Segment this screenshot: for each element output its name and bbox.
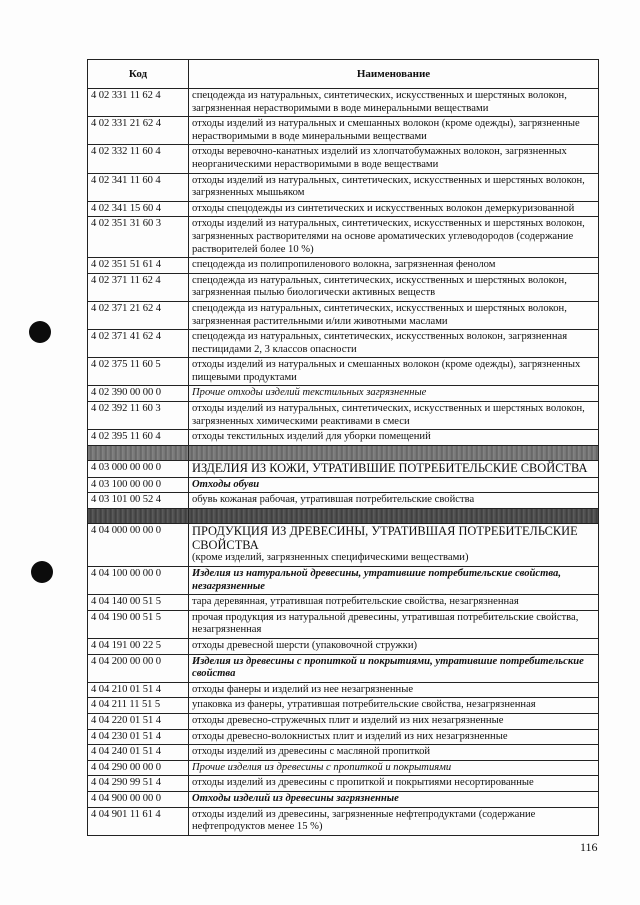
waste-name-cell <box>189 301 599 329</box>
waste-classification-table <box>87 59 599 836</box>
waste-name-cell <box>189 745 599 761</box>
separator-cell <box>88 445 189 460</box>
waste-code-cell: 4 03 100 00 00 0 <box>88 477 189 493</box>
waste-code-cell: 4 04 900 00 00 0 <box>88 791 189 807</box>
table-row <box>88 807 599 835</box>
waste-code-cell: 4 04 230 01 51 4 <box>88 729 189 745</box>
waste-name-text: спецодежда из натуральных, синтетических, искусственных и шерстяных волокон, загрязненная пылью биологически активных веществ <box>192 274 567 299</box>
page-number: 116 <box>580 840 598 854</box>
waste-code-cell: 4 02 351 31 60 3 <box>88 217 189 258</box>
waste-code-cell: 4 02 371 41 62 4 <box>88 330 189 358</box>
waste-name-text: отходы изделий из натуральных и смешанных волокон (кроме одежды), загрязненные нерастворимыми в воде минеральными веществами <box>192 118 580 142</box>
waste-name-text: отходы изделий из натуральных, синтетических, искусственных и шерстяных волокон, загрязненных химическими реактивами в смеси <box>192 403 585 427</box>
waste-code-cell: 4 02 341 15 60 4 <box>88 201 189 217</box>
waste-code-cell: 4 04 200 00 00 0 <box>88 654 189 682</box>
waste-code-cell: 4 02 371 21 62 4 <box>88 301 189 329</box>
waste-name-cell <box>189 273 599 301</box>
waste-name-cell <box>189 610 599 638</box>
waste-code-cell: 4 04 000 00 00 0 <box>88 523 189 566</box>
waste-name-cell <box>189 523 599 566</box>
waste-name-text: Изделия из натуральной древесины, утратившие потребительские свойства, незагрязненные <box>192 568 561 592</box>
table-row <box>88 776 599 792</box>
waste-name-text: ИЗДЕЛИЯ ИЗ КОЖИ, УТРАТИВШИЕ ПОТРЕБИТЕЛЬСКИЕ СВОЙСТВА <box>192 460 588 475</box>
waste-name-cell <box>189 698 599 714</box>
table-row <box>88 713 599 729</box>
waste-name-cell <box>189 258 599 274</box>
table-row <box>88 610 599 638</box>
table-row <box>88 493 599 509</box>
table-group-row <box>88 460 599 477</box>
waste-name-text: упаковка из фанеры, утратившая потребительские свойства, незагрязненная <box>192 699 536 711</box>
waste-name-text: Прочие изделия из древесины с пропиткой и покрытиями <box>192 761 452 773</box>
waste-name-text: отходы фанеры и изделий из нее незагрязненные <box>192 683 414 695</box>
waste-name-cell <box>189 776 599 792</box>
waste-name-note: (кроме изделий, загрязненных специфическими веществами) <box>192 552 469 564</box>
waste-name-text: отходы древесной шерсти (упаковочной стружки) <box>192 639 418 651</box>
waste-name-cell <box>189 654 599 682</box>
waste-code-cell: 4 03 000 00 00 0 <box>88 460 189 477</box>
waste-code-cell: 4 04 290 99 51 4 <box>88 776 189 792</box>
name-column-header: Наименование <box>189 60 599 89</box>
waste-code-cell: 4 04 211 11 51 5 <box>88 698 189 714</box>
waste-code-cell: 4 02 331 21 62 4 <box>88 117 189 145</box>
waste-name-cell <box>189 567 599 595</box>
waste-name-text: отходы текстильных изделий для уборки помещений <box>192 431 431 443</box>
waste-code-cell: 4 04 140 00 51 5 <box>88 595 189 611</box>
waste-name-text: отходы изделий из натуральных, синтетических, искусственных и шерстяных волокон, загрязненных мышьяком <box>192 174 585 199</box>
table-row <box>88 358 599 386</box>
waste-name-text: спецодежда из натуральных, синтетических, искусственных волокон, загрязненная пестицидами 2, 3 классов опасности <box>192 331 568 355</box>
waste-code-cell: 4 02 390 00 00 0 <box>88 386 189 402</box>
table-row <box>88 682 599 698</box>
waste-code-cell: 4 03 101 00 52 4 <box>88 493 189 509</box>
table-row <box>88 217 599 258</box>
waste-name-text: спецодежда из натуральных, синтетических, искусственных и шерстяных волокон, загрязненная растительными и/или животными маслами <box>192 302 567 327</box>
table-group-row <box>88 791 599 807</box>
waste-code-cell: 4 04 190 00 51 5 <box>88 610 189 638</box>
waste-name-cell <box>189 430 599 446</box>
waste-name-text: прочая продукция из натуральной древесины, утратившая потребительские свойства, незагрязненная <box>192 611 579 636</box>
table-group-row <box>88 477 599 493</box>
code-column-header: Код <box>88 60 189 89</box>
waste-name-text: отходы изделий из древесины с масляной пропиткой <box>192 746 431 758</box>
section-separator-row <box>88 508 599 523</box>
table-row <box>88 402 599 430</box>
waste-name-cell <box>189 760 599 776</box>
table-row <box>88 745 599 761</box>
table-group-row <box>88 760 599 776</box>
waste-name-text: Отходы обуви <box>192 478 260 490</box>
waste-name-cell <box>189 330 599 358</box>
table-row <box>88 595 599 611</box>
separator-cell <box>88 508 189 523</box>
waste-name-text: отходы изделий из натуральных и смешанных волокон (кроме одежды), загрязненных пищевыми продуктами <box>192 359 581 383</box>
waste-name-text: спецодежда из полипропиленового волокна, загрязненная фенолом <box>192 259 496 271</box>
waste-code-cell: 4 02 331 11 62 4 <box>88 89 189 117</box>
waste-name-text: спецодежда из натуральных, синтетических, искусственных и шерстяных волокон, загрязненная нерастворимыми в воде минеральными веществами <box>192 90 567 114</box>
waste-name-text: отходы спецодежды из синтетических и искусственных волокон демеркуризованной <box>192 202 575 214</box>
table-group-row <box>88 523 599 566</box>
waste-code-cell: 4 02 371 11 62 4 <box>88 273 189 301</box>
waste-name-text: Прочие отходы изделий текстильных загрязненные <box>192 387 427 399</box>
table-row <box>88 638 599 654</box>
table-row <box>88 729 599 745</box>
section-separator-row <box>88 445 599 460</box>
waste-code-cell: 4 02 392 11 60 3 <box>88 402 189 430</box>
table-row <box>88 330 599 358</box>
waste-name-text: отходы изделий из натуральных, синтетических, искусственных и шерстяных волокон, загрязненных растворителями на основе ароматических углеводородов (содержание растворителей более 10 %) <box>192 218 585 255</box>
table-header-row <box>88 60 599 89</box>
waste-name-text: Изделия из древесины с пропиткой и покрытиями, утратившие потребительские свойства <box>192 655 584 680</box>
punch-hole <box>31 561 53 583</box>
waste-name-cell <box>189 217 599 258</box>
waste-code-cell: 4 04 240 01 51 4 <box>88 745 189 761</box>
table-group-row <box>88 654 599 682</box>
waste-name-cell <box>189 682 599 698</box>
waste-name-cell <box>189 386 599 402</box>
separator-cell <box>189 508 599 523</box>
waste-code-cell: 4 02 351 51 61 4 <box>88 258 189 274</box>
waste-code-cell: 4 02 375 11 60 5 <box>88 358 189 386</box>
waste-name-cell <box>189 358 599 386</box>
waste-name-cell <box>189 477 599 493</box>
waste-code-cell: 4 02 332 11 60 4 <box>88 145 189 173</box>
waste-name-text: отходы изделий из древесины, загрязненные нефтепродуктами (содержание нефтепродуктов менее 15 %) <box>192 808 536 833</box>
waste-name-cell <box>189 89 599 117</box>
table-group-row <box>88 567 599 595</box>
waste-name-cell <box>189 145 599 173</box>
waste-code-cell: 4 04 210 01 51 4 <box>88 682 189 698</box>
waste-code-cell: 4 04 100 00 00 0 <box>88 567 189 595</box>
table-row <box>88 117 599 145</box>
waste-name-text: отходы веревочно-канатных изделий из хлопчатобумажных волокон, загрязненных неорганическими нерастворимыми в воде веществами <box>192 146 567 170</box>
waste-code-cell: 4 04 901 11 61 4 <box>88 807 189 835</box>
table-row <box>88 698 599 714</box>
waste-name-text: ПРОДУКЦИЯ ИЗ ДРЕВЕСИНЫ, УТРАТИВШАЯ ПОТРЕБИТЕЛЬСКИЕ СВОЙСТВА <box>192 523 578 552</box>
table-row <box>88 173 599 201</box>
waste-name-text: отходы древесно-волокнистых плит и изделий из них незагрязненные <box>192 730 508 742</box>
table-row <box>88 430 599 446</box>
waste-name-cell <box>189 493 599 509</box>
waste-code-cell: 4 04 290 00 00 0 <box>88 760 189 776</box>
waste-name-cell <box>189 173 599 201</box>
waste-name-cell <box>189 460 599 477</box>
waste-code-cell: 4 04 191 00 22 5 <box>88 638 189 654</box>
waste-name-cell <box>189 638 599 654</box>
waste-name-cell <box>189 117 599 145</box>
waste-name-text: отходы древесно-стружечных плит и изделий из них незагрязненные <box>192 714 504 726</box>
punch-hole <box>29 321 51 343</box>
separator-cell <box>189 445 599 460</box>
waste-name-cell <box>189 402 599 430</box>
waste-name-cell <box>189 595 599 611</box>
waste-name-text: тара деревянная, утратившая потребительские свойства, незагрязненная <box>192 596 519 608</box>
table-row <box>88 201 599 217</box>
table-row <box>88 145 599 173</box>
waste-name-cell <box>189 807 599 835</box>
waste-code-cell: 4 02 395 11 60 4 <box>88 430 189 446</box>
table-group-row <box>88 386 599 402</box>
waste-name-cell <box>189 713 599 729</box>
waste-code-cell: 4 04 220 01 51 4 <box>88 713 189 729</box>
table-row <box>88 301 599 329</box>
table-row <box>88 89 599 117</box>
waste-code-cell: 4 02 341 11 60 4 <box>88 173 189 201</box>
waste-name-text: Отходы изделий из древесины загрязненные <box>192 792 399 804</box>
waste-name-cell <box>189 201 599 217</box>
waste-name-cell <box>189 729 599 745</box>
waste-name-text: обувь кожаная рабочая, утратившая потребительские свойства <box>192 494 475 506</box>
waste-name-cell <box>189 791 599 807</box>
table-row <box>88 258 599 274</box>
waste-name-text: отходы изделий из древесины с пропиткой и покрытиями несортированные <box>192 777 534 789</box>
table-row <box>88 273 599 301</box>
